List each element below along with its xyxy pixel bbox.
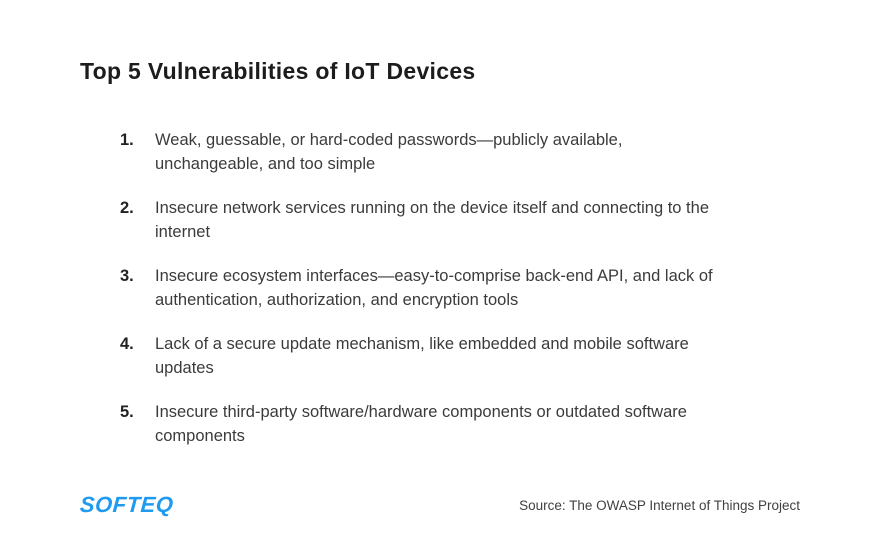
- list-item-line: components: [155, 427, 245, 445]
- list-item-number: 3.: [120, 267, 134, 285]
- list-item-line: Lack of a secure update mechanism, like embedded and mobile software: [155, 335, 689, 353]
- list-item: [120, 400, 733, 448]
- list-item-text: [155, 332, 733, 380]
- list-item: [120, 196, 733, 244]
- list-item-number: 4.: [120, 335, 134, 353]
- list-item-line: Insecure network services running on the device itself and connecting to the: [155, 199, 709, 217]
- list-item-number: 5.: [120, 403, 134, 421]
- list-item-text: [155, 264, 733, 312]
- list-item: [120, 128, 733, 176]
- vulnerability-list: [120, 128, 733, 468]
- list-item-line: internet: [155, 223, 211, 241]
- source-credit: Source: The OWASP Internet of Things Project: [519, 498, 800, 513]
- list-item-line: Weak, guessable, or hard-coded passwords—publicly available,: [155, 131, 623, 149]
- softeq-logo: SOFTEQ: [79, 492, 175, 517]
- list-item-line: Insecure third-party software/hardware components or outdated software: [155, 403, 687, 421]
- page-title: Top 5 Vulnerabilities of IoT Devices: [80, 58, 476, 84]
- list-item-line: unchangeable, and too simple: [155, 155, 376, 173]
- list-item-line: updates: [155, 359, 214, 377]
- list-item-number: 2.: [120, 199, 134, 217]
- list-item-line: Insecure ecosystem interfaces—easy-to-comprise back-end API, and lack of: [155, 267, 713, 285]
- list-item-number: 1.: [120, 131, 134, 149]
- list-item: [120, 264, 733, 312]
- list-item-line: authentication, authorization, and encryption tools: [155, 291, 519, 309]
- list-item-text: [155, 128, 733, 176]
- list-item-text: [155, 196, 733, 244]
- list-item-text: [155, 400, 733, 448]
- list-item: [120, 332, 733, 380]
